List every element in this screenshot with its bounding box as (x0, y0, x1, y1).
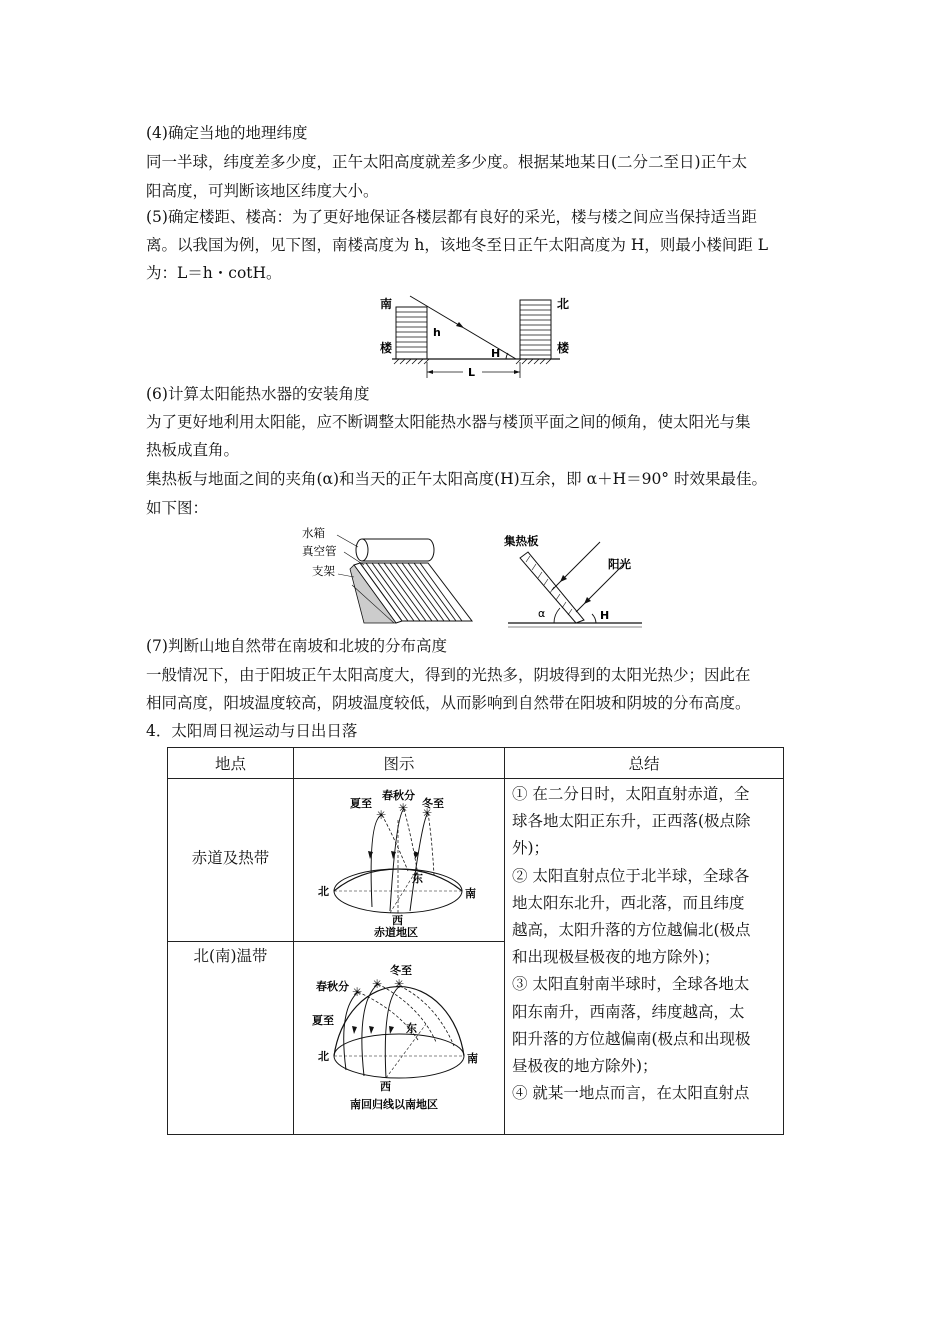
header-summary: 总结 (505, 748, 784, 779)
section-4-title: 4．太阳周日视运动与日出日落 (146, 722, 358, 740)
diagram-caption: 南回归线以南地区 (350, 1098, 438, 1111)
summer-solstice-label: 夏至 (312, 1014, 334, 1027)
north-label: 北 (557, 297, 570, 311)
place-temperate: 北(南)温带 (193, 947, 268, 965)
section-7-heading: (7)判断山地自然带在南坡和北坡的分布高度 (146, 637, 447, 655)
solar-water-heater-diagram (300, 525, 480, 630)
distance-label: L (468, 366, 476, 379)
noon-altitude-label: H (600, 609, 610, 622)
collector-angle-diagram (500, 528, 650, 630)
sun-icon: ✳ (422, 806, 433, 820)
paragraph-line: 一般情况下，由于阳坡正午太阳高度大，得到的光热多，阴坡得到的太阳光热少；因此在 (146, 666, 751, 684)
place-cell (168, 942, 294, 1135)
equator-sun-path-diagram (294, 779, 505, 937)
north-label: 北 (318, 885, 329, 898)
south-label: 南 (465, 887, 476, 900)
temperate-sun-path-diagram (294, 942, 505, 1130)
summary-line: 球各地太阳正东升，正西落(极点除 (512, 812, 751, 831)
paragraph-line: 相同高度，阳坡温度较高，阴坡温度较低，从而影响到自然带在阳坡和阴坡的分布高度。 (146, 694, 751, 712)
table-header-row (168, 748, 784, 779)
summary-line: 昼极夜的地方除外)； (512, 1057, 658, 1076)
section-4-heading: (4)确定当地的地理纬度 (146, 124, 308, 142)
east-label: 东 (412, 872, 423, 885)
paragraph-line: 离。以我国为例，见下图，南楼高度为 h，该地冬至日正午太阳高度为 H，则最小楼间距 L (146, 236, 769, 254)
summary-line: 外)； (512, 839, 550, 858)
summary-line: ① 在二分日时，太阳直射赤道，全 (512, 785, 750, 803)
summer-solstice-label: 夏至 (350, 797, 372, 810)
section-6-heading: (6)计算太阳能热水器的安装角度 (146, 385, 370, 403)
paragraph-line: 阳高度，可判断该地区纬度大小。 (146, 182, 379, 200)
sun-icon: ✳ (372, 977, 383, 991)
paragraph-line: 集热板与地面之间的夹角(α)和当天的正午太阳高度(H)互余，即 α＋H＝90° 时效果最佳。 (146, 470, 767, 488)
south-label: 南 (380, 297, 393, 311)
east-label: 东 (406, 1022, 417, 1035)
north-label: 北 (318, 1050, 329, 1063)
west-label: 西 (380, 1080, 391, 1093)
vacuum-tube-label: 真空管 (302, 544, 337, 558)
west-label: 西 (392, 914, 403, 927)
building-spacing-diagram (370, 290, 585, 380)
sunlight-label: 阳光 (608, 557, 631, 571)
diagram-cell (294, 942, 505, 1135)
summary-line: 地太阳东北升，西北落，而且纬度 (512, 893, 745, 912)
angle-label: H (491, 347, 501, 360)
diagram-caption: 赤道地区 (374, 926, 418, 937)
paragraph-line: 如下图： (146, 499, 209, 517)
paragraph-line: 热板成直角。 (146, 441, 240, 459)
sun-icon: ✳ (398, 801, 409, 815)
sun-icon: ✳ (352, 985, 363, 999)
summary-line: 和出现极昼极夜的地方除外)； (512, 948, 720, 967)
building-label: 楼 (557, 341, 570, 355)
diagram-cell (294, 779, 505, 942)
summary-line: 阳东南升，西南落，纬度越高，太 (512, 1002, 745, 1021)
alpha-label: α (538, 607, 546, 620)
summary-line: ④ 就某一地点而言，在太阳直射点 (512, 1084, 750, 1103)
sun-icon: ✳ (376, 808, 387, 822)
panel-label: 集热板 (504, 534, 539, 548)
winter-solstice-label: 冬至 (390, 964, 412, 977)
header-place: 地点 (168, 748, 294, 779)
place-equator: 赤道及热带 (191, 849, 270, 867)
place-cell (168, 779, 294, 942)
paragraph-line: 为：L＝h・cotH。 (146, 264, 282, 282)
height-label: h (433, 326, 441, 339)
summary-line: ③ 太阳直射南半球时，全球各地太 (512, 975, 750, 994)
header-diagram: 图示 (294, 748, 505, 779)
building-label: 楼 (380, 341, 393, 355)
section-5-heading: (5)确定楼距、楼高：为了更好地保证各楼层都有良好的采光，楼与楼之间应当保持适当距 (146, 208, 757, 226)
summary-text (505, 779, 783, 1107)
summary-line: 越高，太阳升落的方位越偏北(极点 (512, 921, 751, 940)
paragraph-line: 为了更好地利用太阳能，应不断调整太阳能热水器与楼顶平面之间的倾角，使太阳光与集 (146, 413, 751, 431)
sun-icon: ✳ (394, 977, 405, 991)
equinox-label: 春秋分 (316, 980, 349, 993)
south-label: 南 (467, 1052, 478, 1065)
support-label: 支架 (312, 564, 335, 578)
summary-line: 阳升落的方位越偏南(极点和出现极 (512, 1029, 751, 1048)
paragraph-line: 同一半球，纬度差多少度，正午太阳高度就差多少度。根据某地某日(二分二至日)正午太 (146, 153, 748, 171)
water-tank-label: 水箱 (302, 526, 325, 540)
summary-cell (505, 779, 784, 1135)
summary-line: ② 太阳直射点位于北半球，全球各 (512, 866, 750, 885)
sun-motion-table (167, 747, 784, 1135)
table-row (168, 779, 784, 942)
winter-solstice-label: 冬至 (422, 797, 444, 810)
equinox-label: 春秋分 (382, 789, 415, 802)
